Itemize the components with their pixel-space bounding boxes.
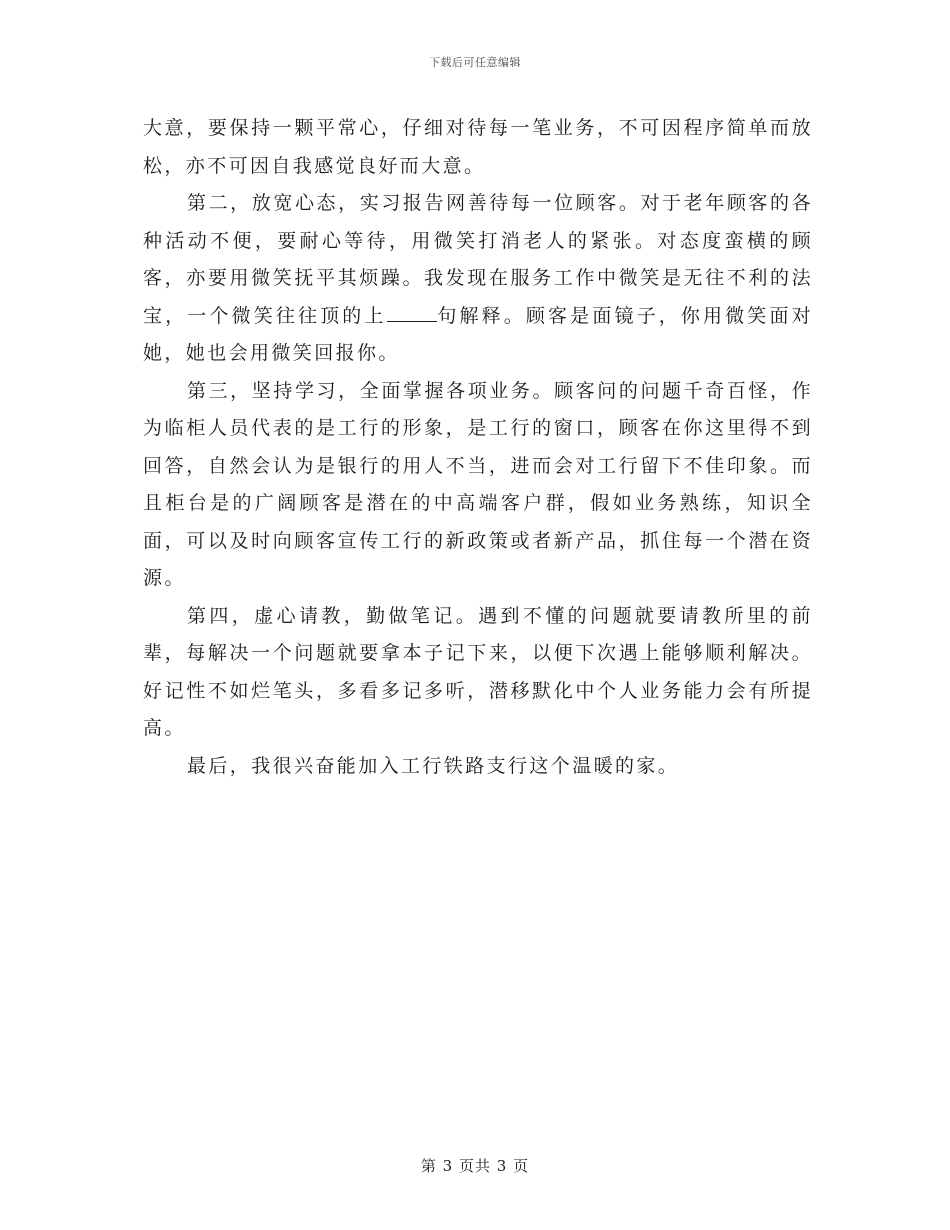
- paragraph-third-point: 第三，坚持学习，全面掌握各项业务。顾客问的问题千奇百怪，作为临柜人员代表的是工行的形象，是工行的窗口，顾客在你这里得不到回答，自然会认为是银行的用人不当，进而会对工行留下不佳印象。而且柜台是的广阔顾客是潜在的中高端客户群，假如业务熟练，知识全面，可以及时向顾客宣传工行的新政策或者新产品，抓住每一个潜在资源。: [143, 379, 813, 589]
- paragraph-text-after-blank: 句解释。顾客是面镜子，你用微笑面对她，她也会用微笑回报你。: [143, 304, 813, 364]
- paragraph-second-point: [143, 185, 813, 373]
- page-number-footer: 第 3 页共 3 页: [420, 1157, 530, 1175]
- fill-in-blank: [387, 305, 437, 322]
- document-body: [143, 110, 813, 785]
- page-header: 下载后可任意编辑: [429, 56, 521, 69]
- paragraph-text-before-blank: 第二，放宽心态，实习报告网善待每一位顾客。对于老年顾客的各种活动不便，要耐心等待，用微笑打消老人的紧张。对态度蛮横的顾客，亦要用微笑抚平其烦躁。我发现在服务工作中微笑是无往不利的法宝，一个微笑往往顶的上: [143, 192, 813, 327]
- paragraph-continuation: 大意，要保持一颗平常心，仔细对待每一笔业务，不可因程序简单而放松，亦不可因自我感觉良好而大意。: [143, 117, 813, 177]
- paragraph-fourth-point: 第四，虚心请教，勤做笔记。遇到不懂的问题就要请教所里的前辈，每解决一个问题就要拿本子记下来，以便下次遇上能够顺利解决。好记性不如烂笔头，多看多记多听，潜移默化中个人业务能力会有所提高。: [143, 604, 813, 739]
- paragraph-conclusion: 最后，我很兴奋能加入工行铁路支行这个温暖的家。: [187, 754, 680, 777]
